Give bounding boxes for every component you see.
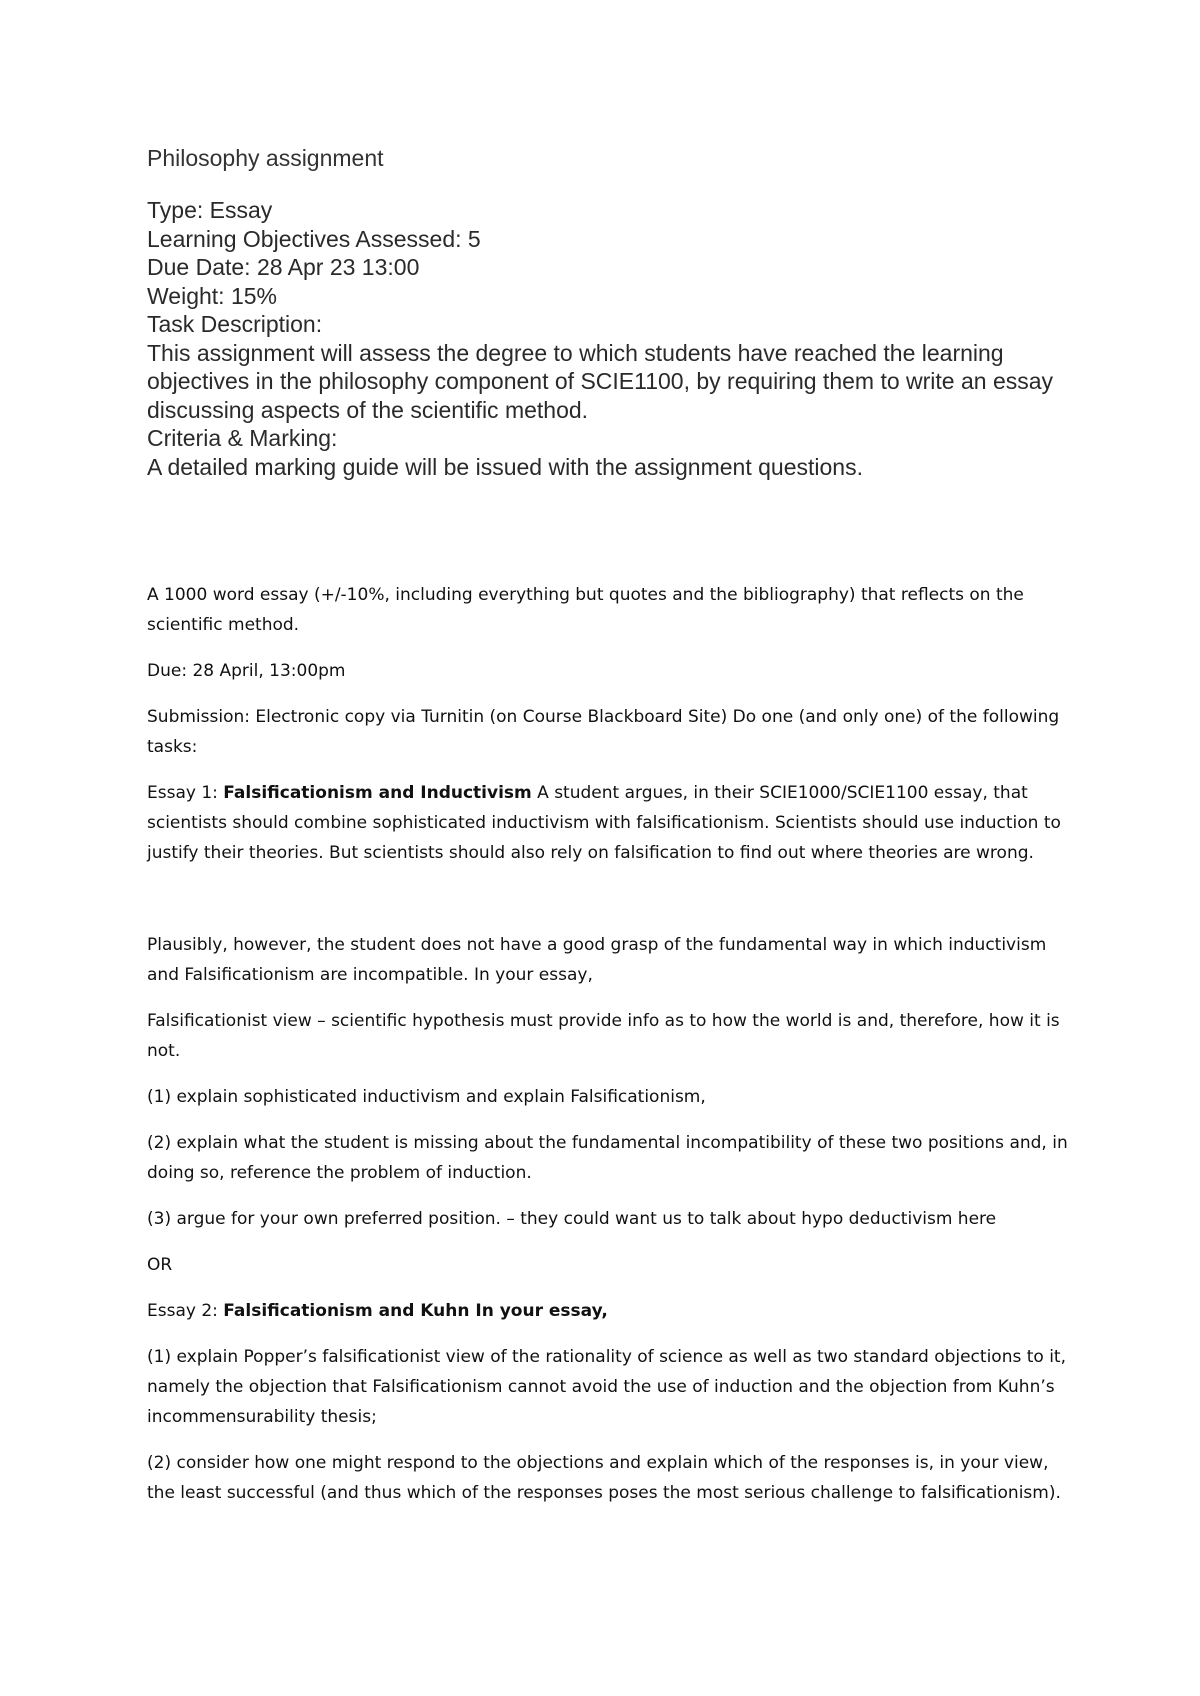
essay-2-title: Falsificationism and Kuhn In your essay, [223,1301,608,1321]
essay-1-prefix: Essay 1: [147,783,224,803]
essay-1-item-3: (3) argue for your own preferred position. – they could want us to talk about hypo deductivism here [147,1209,997,1229]
essay-1-text: A student argues, in their SCIE1000/SCIE1100 essay, that scientists should combine sophisticated inductivism with falsificationism. Scientists should use induction to justify their theories. But scientists should also rely on falsification to find out where theories are wrong. [147,783,1061,863]
due-date-line: Due Date: 28 Apr 23 13:00 [147,254,420,280]
or-separator: OR [147,1255,173,1275]
plausibly-paragraph: Plausibly, however, the student does not have a good grasp of the fundamental way in which inductivism and Falsificationism are incompatible. In your essay, [147,935,1047,985]
assignment-details [147,580,1077,1524]
essay-2-prefix: Essay 2: [147,1301,224,1321]
essay-1-paragraph [147,778,1077,868]
due-paragraph: Due: 28 April, 13:00pm [147,661,346,681]
essay-1-item-1: (1) explain sophisticated inductivism and explain Falsificationism, [147,1087,706,1107]
weight-line: Weight: 15% [147,282,277,309]
criteria-text: A detailed marking guide will be issued with the assignment questions. [147,453,863,480]
essay-1-item-2: (2) explain what the student is missing about the fundamental incompatibility of these two positions and, in doing so, reference the problem of induction. [147,1133,1068,1183]
essay-2-item-1: (1) explain Popper’s falsificationist view of the rationality of science as well as two standard objections to it, namely the objection that Falsificationism cannot avoid the use of induction and the objection from Kuhn’s incommensurability thesis; [147,1347,1066,1427]
task-description-text: This assignment will assess the degree to which students have reached the learning objectives in the philosophy component of SCIE1100, by requiring them to write an essay discussing aspects of the scientific method. [147,339,1054,423]
essay-2-heading [147,1296,1077,1326]
falsificationist-view-paragraph: Falsificationist view – scientific hypothesis must provide info as to how the world is and, therefore, how it is not. [147,1011,1060,1061]
assignment-summary [147,143,1087,481]
type-line: Type: Essay [147,197,273,223]
essay-2-item-2: (2) consider how one might respond to the objections and explain which of the responses is, in your view, the least successful (and thus which of the responses poses the most serious challenge to falsificationism). [147,1453,1061,1503]
page-title: Philosophy assignment [147,145,384,171]
criteria-label: Criteria & Marking: [147,425,338,451]
intro-paragraph: A 1000 word essay (+/-10%, including everything but quotes and the bibliography) that reflects on the scientific method. [147,585,1024,635]
task-description-label: Task Description: [147,311,323,337]
objectives-line: Learning Objectives Assessed: 5 [147,225,481,252]
submission-paragraph: Submission: Electronic copy via Turnitin (on Course Blackboard Site) Do one (and only one) of the following tasks: [147,707,1060,757]
essay-1-title: Falsificationism and Inductivism [223,783,532,803]
